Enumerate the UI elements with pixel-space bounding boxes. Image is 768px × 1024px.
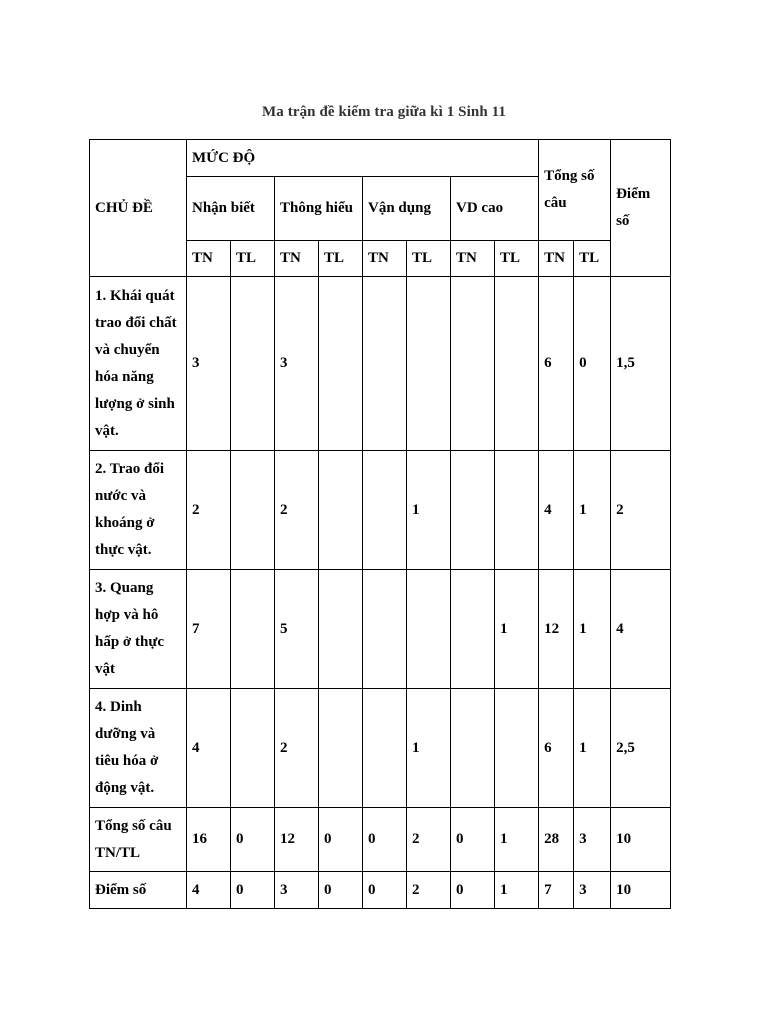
scores-row [90,872,671,909]
table-cell: 0 [363,808,407,872]
table-cell [319,689,363,808]
table-cell [363,277,407,451]
header-level-recognition: Nhận biết [187,177,275,241]
totals-label: Tổng số câu TN/TL [90,808,187,872]
table-cell: 4 [539,451,574,570]
header-sub-cell: TN [451,241,495,277]
table-cell: 1 [495,872,539,909]
table-cell [363,451,407,570]
table-cell [363,570,407,689]
scores-label: Điểm số [90,872,187,909]
table-row [90,689,671,808]
table-cell: 1 [495,570,539,689]
row-topic: 2. Trao đổi nước và khoáng ở thực vật. [90,451,187,570]
table-cell [451,451,495,570]
header-sub-cell: TN [539,241,574,277]
table-cell: 0 [319,808,363,872]
table-cell: 1 [574,570,611,689]
header-sub-cell: TN [187,241,231,277]
table-cell [495,277,539,451]
table-row [90,570,671,689]
table-cell: 2,5 [611,689,671,808]
header-level-application: Vận dụng [363,177,451,241]
table-cell [319,570,363,689]
table-cell [407,277,451,451]
row-topic: 3. Quang hợp và hô hấp ở thực vật [90,570,187,689]
table-cell [495,451,539,570]
table-cell: 1 [574,689,611,808]
table-cell [451,570,495,689]
table-cell: 0 [574,277,611,451]
table-cell [231,451,275,570]
row-topic: 4. Dinh dưỡng và tiêu hóa ở động vật. [90,689,187,808]
table-cell: 2 [187,451,231,570]
table-cell: 1 [407,451,451,570]
header-sub-cell: TL [495,241,539,277]
header-row-1 [90,140,671,177]
test-matrix-table [89,139,671,909]
table-cell [407,570,451,689]
table-cell: 3 [275,872,319,909]
table-cell: 7 [539,872,574,909]
table-row [90,451,671,570]
table-cell: 0 [451,872,495,909]
table-cell: 1 [574,451,611,570]
table-cell: 0 [363,872,407,909]
totals-row [90,808,671,872]
table-row [90,277,671,451]
table-cell: 5 [275,570,319,689]
table-cell: 1 [495,808,539,872]
table-cell: 12 [539,570,574,689]
header-level-group: MỨC ĐỘ [187,140,539,177]
table-cell: 12 [275,808,319,872]
table-cell [495,689,539,808]
table-cell [319,277,363,451]
table-cell: 2 [611,451,671,570]
table-cell: 2 [275,689,319,808]
table-cell: 2 [407,808,451,872]
table-cell [451,277,495,451]
table-cell: 10 [611,808,671,872]
table-cell: 1 [407,689,451,808]
table-cell: 7 [187,570,231,689]
header-topic: CHỦ ĐỀ [90,140,187,277]
table-cell [231,570,275,689]
header-level-comprehension: Thông hiểu [275,177,363,241]
table-cell: 4 [611,570,671,689]
header-sub-cell: TL [319,241,363,277]
table-cell: 2 [275,451,319,570]
table-cell: 4 [187,689,231,808]
table-cell: 0 [231,872,275,909]
table-cell: 0 [231,808,275,872]
header-total: Tổng số câu [539,140,611,241]
header-sub-cell: TN [363,241,407,277]
table-cell: 4 [187,872,231,909]
table-cell: 3 [187,277,231,451]
table-cell: 0 [451,808,495,872]
table-cell [363,689,407,808]
header-sub-cell: TL [574,241,611,277]
table-cell [231,277,275,451]
table-cell: 28 [539,808,574,872]
row-topic: 1. Khái quát trao đổi chất và chuyển hóa năng lượng ở sinh vật. [90,277,187,451]
table-cell: 6 [539,689,574,808]
table-cell: 10 [611,872,671,909]
table-cell: 16 [187,808,231,872]
table-cell [231,689,275,808]
header-sub-cell: TN [275,241,319,277]
table-cell: 0 [319,872,363,909]
table-cell: 2 [407,872,451,909]
header-level-advanced: VD cao [451,177,539,241]
table-cell: 6 [539,277,574,451]
table-cell [319,451,363,570]
header-sub-cell: TL [407,241,451,277]
header-sub-cell: TL [231,241,275,277]
table-cell: 3 [574,808,611,872]
table-cell: 3 [574,872,611,909]
header-score: Điểm số [611,140,671,277]
table-cell: 1,5 [611,277,671,451]
document-title: Ma trận đề kiểm tra giữa kì 1 Sinh 11 [262,104,506,120]
table-cell: 3 [275,277,319,451]
table-cell [451,689,495,808]
